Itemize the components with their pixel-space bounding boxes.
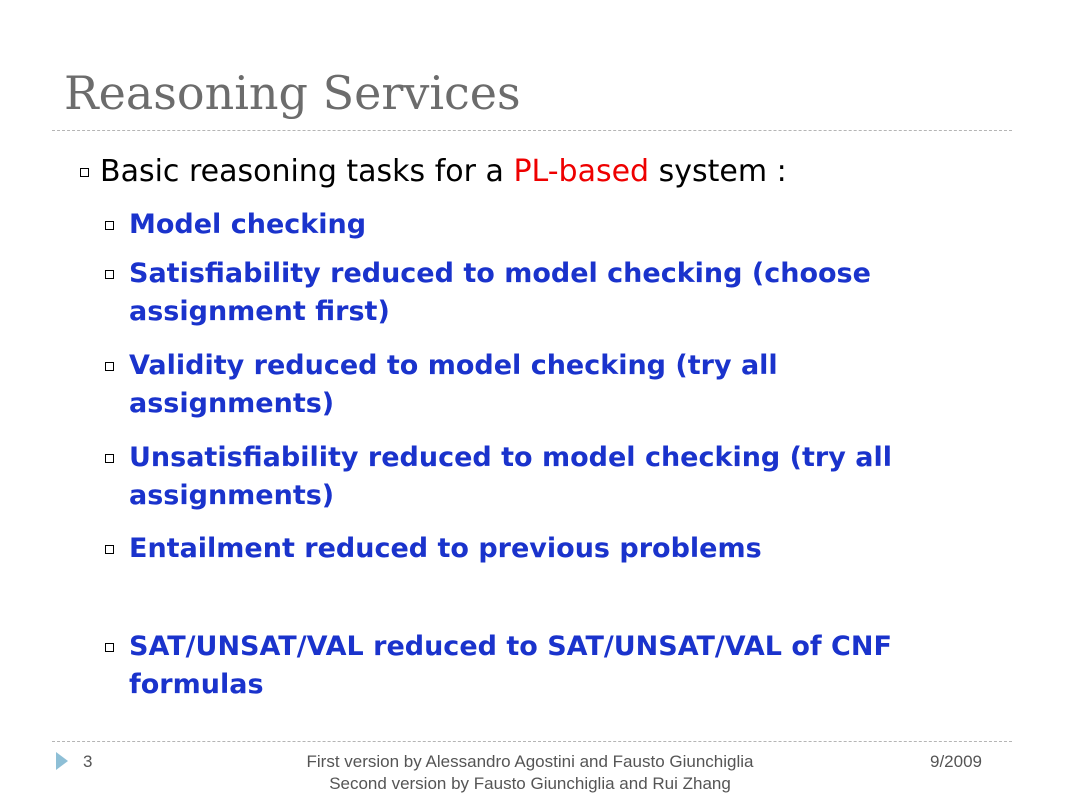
- sub-bullet: Satisfiability reduced to model checking (choose assignment first): [129, 258, 871, 327]
- triangle-right-icon: [56, 752, 68, 770]
- footer-date: 9/2009: [930, 752, 982, 771]
- page-number: 3: [83, 752, 93, 771]
- slide-title: Reasoning Services: [64, 66, 521, 120]
- main-bullet-text-after: system :: [649, 154, 787, 189]
- square-bullet-icon: [105, 454, 114, 463]
- sub-bullet: Entailment reduced to previous problems: [129, 533, 762, 564]
- square-bullet-icon: [105, 270, 114, 279]
- square-bullet-icon: [105, 362, 114, 371]
- sub-bullet: Unsatisfiability reduced to model checking (try all assignments): [129, 442, 892, 511]
- footer-credit-line-1: First version by Alessandro Agostini and Fausto Giunchiglia: [306, 752, 754, 771]
- footer-credit-line-2: Second version by Fausto Giunchiglia and Rui Zhang: [329, 774, 731, 793]
- square-bullet-icon: [105, 643, 114, 652]
- square-bullet-icon: [105, 545, 114, 554]
- sub-bullet: Validity reduced to model checking (try all assignments): [129, 350, 778, 419]
- footer-divider: [52, 741, 1012, 742]
- square-bullet-icon: [105, 221, 114, 230]
- main-bullet: [100, 154, 787, 190]
- footer-credits: [200, 751, 860, 795]
- title-divider: [52, 130, 1012, 131]
- main-bullet-text-before: Basic reasoning tasks for a: [100, 154, 514, 189]
- sub-bullet: Model checking: [129, 209, 367, 240]
- main-bullet-highlight: PL-based: [513, 154, 650, 189]
- square-bullet-icon: [80, 168, 89, 177]
- sub-bullet: SAT/UNSAT/VAL reduced to SAT/UNSAT/VAL of CNF formulas: [129, 631, 892, 700]
